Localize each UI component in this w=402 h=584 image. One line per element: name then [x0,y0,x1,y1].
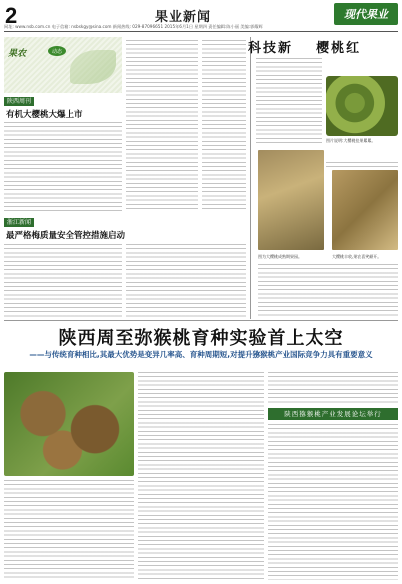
info-line: 网址: www.nsb.com.cn 电子信箱: nsbskgy@sina.com 新闻热线: 029-87096651 2015年6月1日 星期四 责任编辑:陈小丽 美编:郭耀辉 [4,24,263,29]
top-rule [4,31,398,32]
article-text-cherry-left [4,122,122,212]
article-text-cherry-right [202,40,246,212]
paper-name: 果业新闻 [155,10,212,25]
column-logo-badge: 动态 [48,46,66,56]
lead-text-col2 [138,372,264,580]
section-tag-1: 陕西周刊 [4,97,34,106]
headline-cherry: 有机大樱桃大爆上市 [6,110,83,120]
image-caption: 图片说明:大樱桃挂果累累。 [326,138,376,143]
feature-title [248,37,361,56]
column-logo-text: 果农 [8,49,27,59]
orchard-photo [258,150,324,250]
masthead [0,0,402,34]
image-caption-box [326,138,398,160]
column-divider [250,37,251,319]
lead-text-col3 [268,372,398,404]
lead-text-col1 [4,480,134,580]
article-text-quality-left [4,244,122,318]
harvest-photo [332,170,398,250]
feature-title-b: 樱桃红 [316,41,362,56]
lead-subheadline: ——与传统育种相比,其最大优势是变异几率高、育种周期短,对提升猕猴桃产业国际竞争力具有重要意义 [29,350,373,359]
article-text-cherry-mid [126,40,198,212]
page-number: 2 [5,3,18,28]
box-story-text [268,424,398,580]
headline-quality: 最严格梅质量安全管控措施启动 [6,231,126,241]
orchard-photo-caption: 图为大樱桃成熟期果园。 [258,254,302,259]
feature-text-bottom [258,264,398,318]
section-badge: 现代果业 [334,3,398,25]
harvest-photo-caption: 大樱桃丰收,果农喜笑颜开。 [332,254,382,259]
feature-text-left [256,58,322,146]
section-tag-2: 浙江新闻 [4,218,34,227]
caption-text-lines [326,162,398,168]
kiwifruit-photo [4,372,134,476]
box-story-title: 陕西猕猴桃产业发展论坛举行 [268,408,398,420]
lead-headline: 陕西周至弥猴桃育种实验首上太空 [58,328,344,349]
section-rule [4,320,398,321]
article-text-quality-right [126,244,246,318]
feature-title-a: 科技新 [248,41,294,56]
cherry-tree-image [326,76,398,136]
